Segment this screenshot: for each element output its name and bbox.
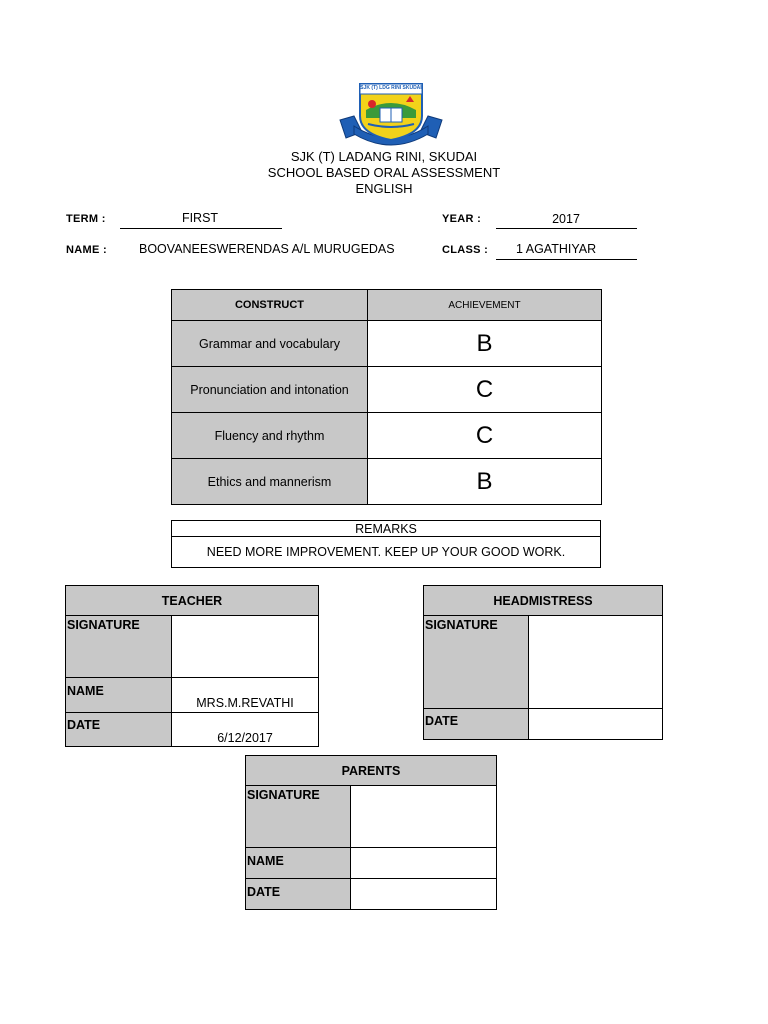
teacher-name-value: MRS.M.REVATHI xyxy=(172,678,319,713)
teacher-date-label: DATE xyxy=(66,713,172,747)
parents-name-field[interactable] xyxy=(351,848,497,879)
parents-signature-field[interactable] xyxy=(351,786,497,848)
parents-signature-label: SIGNATURE xyxy=(246,786,351,848)
construct-cell: Grammar and vocabulary xyxy=(172,321,368,367)
headmistress-signature-field[interactable] xyxy=(529,616,663,709)
construct-cell: Fluency and rhythm xyxy=(172,413,368,459)
construct-header: CONSTRUCT xyxy=(172,290,368,321)
grade-cell: C xyxy=(368,413,602,459)
class-underline xyxy=(496,258,637,260)
headmistress-table xyxy=(423,585,663,740)
table-row xyxy=(172,367,602,413)
class-value: 1 AGATHIYAR xyxy=(516,242,597,256)
teacher-date-value: 6/12/2017 xyxy=(172,713,319,747)
subject-title: ENGLISH xyxy=(355,181,413,196)
headmistress-signature-label: SIGNATURE xyxy=(424,616,529,709)
year-underline xyxy=(496,227,637,229)
table-row xyxy=(172,413,602,459)
headmistress-date-label: DATE xyxy=(424,709,529,740)
achievement-header: ACHIEVEMENT xyxy=(368,290,602,321)
grade-cell: C xyxy=(368,367,602,413)
crest-text: SJK (T) LDG RINI SKUDAI xyxy=(360,85,422,91)
achievement-header-row xyxy=(172,290,602,321)
parents-table xyxy=(245,755,497,910)
term-label: TERM : xyxy=(66,213,106,225)
parents-title: PARENTS xyxy=(246,756,497,786)
teacher-title: TEACHER xyxy=(66,586,319,616)
remarks-box xyxy=(171,520,601,568)
grade-cell: B xyxy=(368,459,602,505)
term-value: FIRST xyxy=(181,211,219,225)
teacher-name-label: NAME xyxy=(66,678,172,713)
name-label: NAME : xyxy=(66,244,107,256)
headmistress-title: HEADMISTRESS xyxy=(424,586,663,616)
assessment-title: SCHOOL BASED ORAL ASSESSMENT xyxy=(267,165,501,180)
year-value: 2017 xyxy=(552,212,580,226)
student-name-value: BOOVANEESWERENDAS A/L MURUGEDAS xyxy=(139,242,395,256)
remarks-text: NEED MORE IMPROVEMENT. KEEP UP YOUR GOOD WORK. xyxy=(172,537,601,568)
construct-cell: Ethics and mannerism xyxy=(172,459,368,505)
achievement-table xyxy=(171,289,602,505)
table-row xyxy=(172,321,602,367)
table-row xyxy=(172,459,602,505)
construct-cell: Pronunciation and intonation xyxy=(172,367,368,413)
parents-name-label: NAME xyxy=(246,848,351,879)
teacher-signature-label: SIGNATURE xyxy=(66,616,172,678)
class-label: CLASS : xyxy=(442,244,489,256)
term-underline xyxy=(120,227,282,229)
remarks-title: REMARKS xyxy=(172,521,601,537)
school-crest-logo xyxy=(336,80,446,148)
headmistress-date-field[interactable] xyxy=(529,709,663,740)
parents-date-label: DATE xyxy=(246,879,351,910)
parents-date-field[interactable] xyxy=(351,879,497,910)
grade-cell: B xyxy=(368,321,602,367)
year-label: YEAR : xyxy=(442,213,482,225)
school-name: SJK (T) LADANG RINI, SKUDAI xyxy=(290,149,478,164)
teacher-table xyxy=(65,585,319,747)
teacher-signature-field[interactable] xyxy=(172,616,319,678)
